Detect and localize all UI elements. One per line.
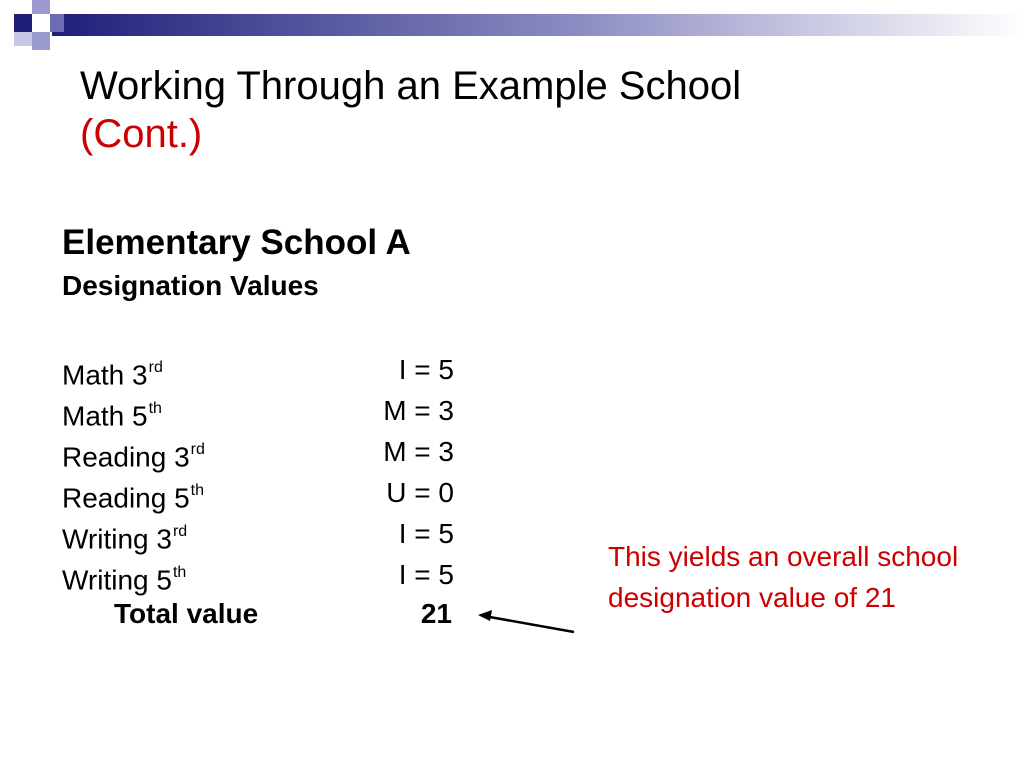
row-value: M = 3: [383, 395, 454, 426]
row-value: I = 5: [398, 354, 454, 385]
designation-values-heading: Designation Values: [62, 270, 319, 301]
total-value: 21: [420, 598, 452, 629]
value-row: [62, 555, 462, 595]
title-line-1: Working Through an Example School: [80, 64, 742, 108]
row-value: M = 3: [383, 436, 454, 467]
row-label: Writing 3rd: [62, 523, 188, 555]
row-label: Reading 5th: [62, 482, 204, 514]
row-value: I = 5: [398, 559, 454, 590]
total-label: Total value: [114, 598, 259, 629]
school-name-heading: Elementary School A: [62, 223, 411, 262]
callout-text: This yields an overall school designation value of 21: [608, 541, 959, 613]
value-row: [62, 391, 462, 431]
row-value: I = 5: [398, 518, 454, 549]
row-label: Math 5th: [62, 400, 162, 432]
value-row: [62, 514, 462, 554]
row-label: Reading 3rd: [62, 441, 205, 473]
row-label: Writing 5th: [62, 564, 187, 596]
value-row: [62, 432, 462, 472]
row-value: U = 0: [386, 477, 454, 508]
total-row: [62, 594, 462, 634]
value-row: [62, 350, 462, 390]
slide-title: [80, 62, 741, 158]
row-label: Math 3rd: [62, 359, 163, 391]
value-row: [62, 473, 462, 513]
arrow-icon: [470, 600, 580, 640]
header-decoration: [0, 0, 1024, 60]
title-line-2: (Cont.): [80, 112, 203, 156]
